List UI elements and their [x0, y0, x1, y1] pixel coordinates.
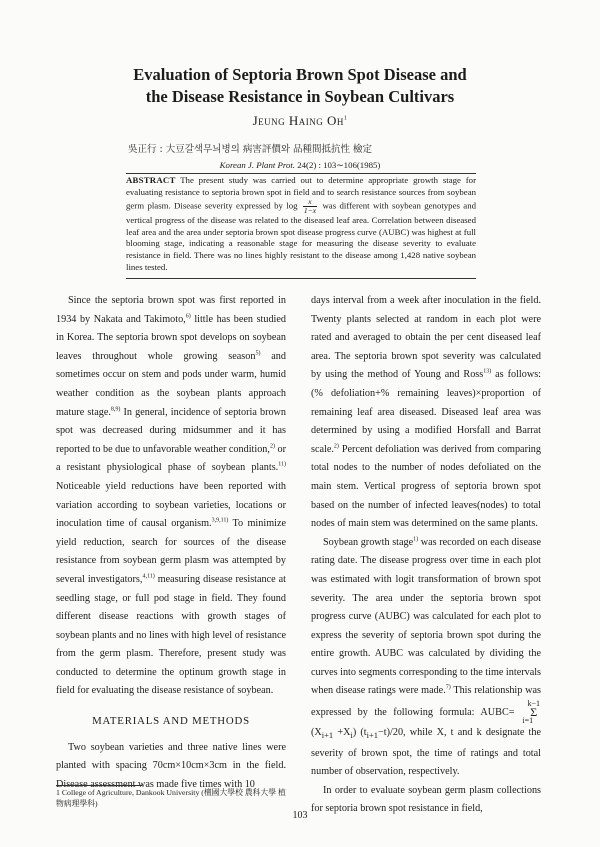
abstract-label: ABSTRACT [126, 175, 176, 185]
intro-paragraph: Since the septoria brown spot was first reported in 1934 by Nakata and Takimoto,$^{6)}$ little has been studied in Korea. The septoria brown spot develops on soybean leaves throughout whole growing season$^{5)}$ and sometimes occur on stem and pods under warm, humid weather condition as the soybean plants approach mature stage.$^{8,9)}$ In general, incidence of septoria brown spot was decreased during midsummer and it has reported to be due to unfavorable weather condition,$^{2)}$ or a resistant physiological phase of soybean plants.$^{11)}$ Noticeable yield reductions have been reported with variation according to soybean varieties, locations or inoculation time of causal organism.$^{3,9,11)}$ To minimize yield reduction, search for sources of the disease resistance from soybean germ plasm was attempted by several investigators,$^{4,11)}$ measuring disease resistance at seedling stage, or full pod stage in field. They found different disease reactions with growth stages of soybean plants and no lines with high level of resistance from the germ plasm. Therefore, present study was conducted to determine the optinum growth stage in field for evaluating the disease resistance of soybean. [56, 295, 286, 697]
abstract-text-1: The present study was carried out to determine appropriate growth stage for evaluating resistance to septoria brown spot in field and to search resistance sources from soybean germ plasm. Disease severity expressed by log [126, 175, 476, 211]
fraction-denominator: 1−x [303, 206, 317, 216]
left-column [56, 292, 286, 794]
journal-name: Korean J. Plant Prot. [219, 160, 296, 170]
title-line-2: the Disease Resistance in Soybean Cultivars [145, 87, 455, 106]
volume-pages: 24(2) : 103∼106(1985) [295, 160, 381, 170]
ref-marker: 6) [185, 313, 191, 320]
summation-symbol [515, 701, 540, 724]
sigma-glyph: Σ [530, 705, 538, 720]
ref-marker: 2) [333, 443, 339, 450]
affiliation-footnote: 1 College of Agriculture, Dankook University (檀國大學校 農科大學 植物病理學科) [56, 788, 286, 808]
methods-continued-paragraph: days interval from a week after inoculation in the field. Twenty plants selected at random in each plot were rated and averaged to obtain the per cent diseased leaf area. The septoria brown spot severity was calculated by using the method of Young and Ross$^{13)}$ as follows: (% defoliation+% remaining leaves)×proportion of remaining leaf area diseased. Diseased leaf area was determined by using a modified Horsfall and Barrat scale.$^{2)}$ Percent defoliation was derived from comparing total nodes to the number of nodes defoliated on the main stem. Vertical progress of septoria brown spot based on the number of infected leaves(nodes) to total nodes of main stem was determined on the same plants. [311, 295, 541, 530]
germ-plasm-paragraph: In order to evaluate soybean germ plasm collections for septoria brown spot resistance in field, [311, 784, 541, 815]
abstract [126, 175, 476, 273]
log-fraction [303, 198, 317, 215]
ref-marker: 5) [255, 350, 261, 357]
abstract-bottom-rule [126, 278, 476, 279]
footnote-rule [56, 785, 142, 786]
paper-title [60, 64, 540, 108]
ref-marker: 11) [278, 461, 286, 468]
methods-paragraph: Two soybean varieties and three native lines were planted with spacing 70cm×10cm×3cm in the field. Disease assessment was made five times with 10 [56, 741, 286, 790]
section-heading-materials-methods: MATERIALS AND METHODS [92, 715, 250, 728]
sum-lower-limit: i=1 [522, 716, 534, 726]
fraction-numerator: x [303, 198, 317, 207]
ref-marker: 2) [269, 443, 275, 450]
ref-marker: 7) [445, 685, 451, 692]
author-affiliation-marker: 1 [343, 115, 348, 122]
ref-marker: 8,9) [110, 406, 121, 413]
journal-citation [0, 160, 600, 171]
author-name: Jeung Haing Oh$^1$ [252, 113, 348, 128]
sum-upper-limit: k−1 [527, 699, 540, 709]
ref-marker: 3,9,11) [211, 517, 229, 524]
ref-marker: 13) [483, 368, 492, 375]
abstract-text-2: was different with soybean genotypes and vertical progress of the disease was related to the diseased leaf area. Correlation between diseased leaf area and the area under septoria brown spot disease progress curve (AUBC) was highest at full blooming stage, indicating a reasonable stage for measuring the disease severity to evaluate resistance in field. There was no lines highly resistant to the disease among 1,428 native soybean lines tested. [126, 200, 476, 272]
korean-title: 吳正行 : 大豆갈색무늬병의 病害評價와 品種間抵抗性 檢定 [128, 144, 373, 155]
abstract-top-rule [126, 173, 476, 174]
title-line-1: Evaluation of Septoria Brown Spot Disease and [133, 65, 467, 84]
ref-marker: 1) [413, 536, 419, 543]
growth-stage-paragraph: Soybean growth stage$^{1)}$ was recorded on each disease rating date. The disease progress over time in each plot was estimated with logit transformation of brown spot severity. The area under the septoria brown spot progress curve (AUBC) was calculated for each plot to express the severity of septoria brown spot during the entire growth. AUBC was calculated by dividing the curves into segments corresponding to the time intervals when disease ratings were made.$^{7)}$ This relationship was expressed by the following formula: AUBC=k−1 Σ $i=1(X_{i+1} +X_i)$ $(t_{i+1}-t)/20$, while X, t and k designate the severity of brown spot, the time of ratings and total number of observation, respectively. [311, 536, 542, 778]
ref-marker: 4,11) [142, 573, 155, 580]
page-number: 103 [292, 810, 308, 821]
right-column [311, 292, 541, 819]
